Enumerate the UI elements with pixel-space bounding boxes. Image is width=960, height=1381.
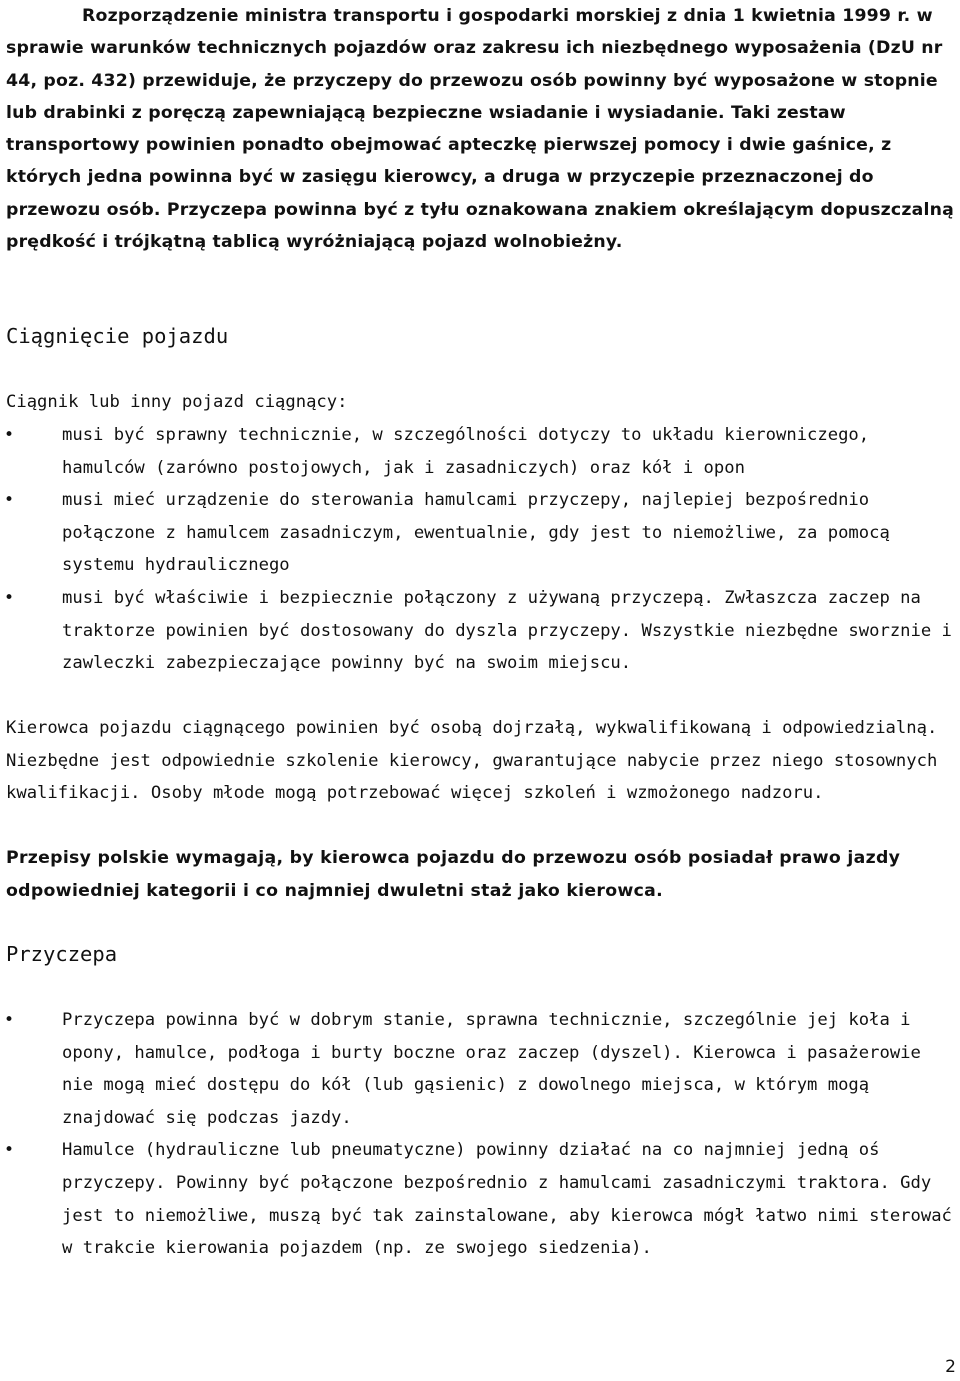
polish-regulations-paragraph: Przepisy polskie wymagają, by kierowca pojazdu do przewozu osób posiadał prawo jazdy odpowiedniej kategorii i co najmniej dwuletni staż jako kierowca. [6,848,901,901]
driver-paragraph: Kierowca pojazdu ciągnącego powinien być osobą dojrzałą, wykwalifikowaną i odpowiedzialną. Niezbędne jest odpowiednie szkolenie kierowcy, gwarantujące nabycie przez niego stosownych kwalifikacji. Osoby młode mogą potrzebować więcej szkoleń i wzmożonego nadzoru. [6,718,938,804]
page-number: 2 [945,1357,956,1377]
list-item: • Hamulce (hydrauliczne lub pneumatyczne) powinny działać na co najmniej jedną oś przyczepy. Powinny być połączone bezpośrednio z hamulcami zasadniczymi traktora. Gdy jest to niemożliwe, muszą być tak zainstalowane, aby kierowca mógł łatwo nimi sterować w trakcie kierowania pojazdem (np. ze swojego siedzenia). [0,1134,954,1264]
list-item: • Przyczepa powinna być w dobrym stanie, sprawna technicznie, szczególnie jej koła i opony, hamulce, podłoga i burty boczne oraz zaczep (dyszel). Kierowca i pasażerowie nie mogą mieć dostępu do kół (lub gąsienic) z dowolnego miejsca, w którym mogą znajdować się podczas jazdy. [0,1004,954,1134]
list-item: • musi być sprawny technicznie, w szczególności dotyczy to układu kierowniczego, hamulców (zarówno postojowych, jak i zasadniczych) oraz kół i opon [0,419,954,484]
list-item: • musi mieć urządzenie do sterowania hamulcami przyczepy, najlepiej bezpośrednio połączone z hamulcem zasadniczym, ewentualnie, gdy jest to niemożliwe, za pomocą systemu hydraulicznego [0,484,954,582]
bullet-icon: • [4,587,15,608]
bullet-icon: • [4,425,15,445]
towing-lead: Ciągnik lub inny pojazd ciągnący: [6,392,348,412]
intro-paragraph [6,0,954,258]
section-heading-towing: Ciągnięcie pojazdu [6,324,229,348]
intro-text: Rozporządzenie ministra transportu i gospodarki morskiej z dnia 1 kwietnia 1999 r. w sprawie warunków technicznych pojazdów oraz zakresu ich niezbędnego wyposażenia (DzU nr 44, poz. 432) przewiduje, że przyczepy do przewozu osób powinny być wyposażone w stopnie lub drabinki z poręczą zapewniającą bezpieczne wsiadanie i wysiadanie. Taki zestaw transportowy powinien ponadto obejmować apteczkę pierwszej pomocy i dwie gaśnice, z których jedna powinna być w zasięgu kierowcy, a druga w przyczepie przeznaczonej do przewozu osób. Przyczepa powinna być z tyłu oznakowana znakiem określającym dopuszczalną prędkość i trójkątną tablicą wyróżniającą pojazd wolnobieżny. [6,6,954,253]
bullet-icon: • [4,1140,15,1161]
list-item: • musi być właściwie i bezpiecznie połączony z używaną przyczepą. Zwłaszcza zaczep na traktorze powinien być dostosowany do dyszla przyczepy. Wszystkie niezbędne sworznie i zawleczki zabezpieczające powinny być na swoim miejscu. [0,582,954,680]
bullet-icon: • [4,1010,15,1030]
trailer-requirements-list [0,1004,954,1265]
bullet-icon: • [4,490,15,511]
section-heading-trailer: Przyczepa [6,942,118,966]
towing-requirements-list [0,419,954,680]
